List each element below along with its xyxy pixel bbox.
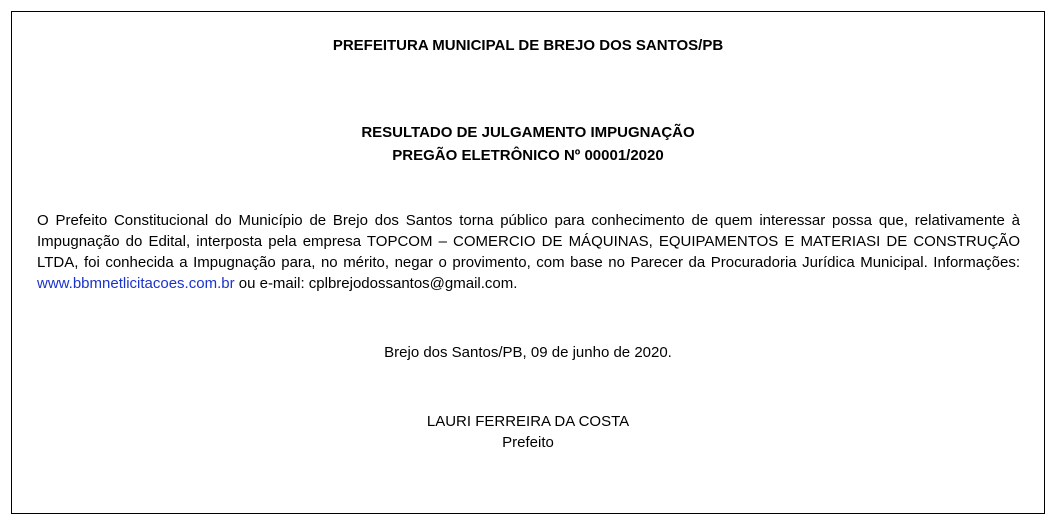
website-link[interactable]: www.bbmnetlicitacoes.com.br	[37, 275, 235, 292]
signatory-name: LAURI FERREIRA DA COSTA	[426, 413, 630, 430]
notice-body	[37, 210, 1020, 294]
notice-subtitle: PREGÃO ELETRÔNICO Nº 00001/2020	[392, 147, 664, 164]
body-text-contact: ou e-mail: cplbrejodossantos@gmail.com.	[234, 275, 518, 292]
notice-frame	[11, 11, 1045, 514]
municipality-header: PREFEITURA MUNICIPAL DE BREJO DOS SANTOS/PB	[332, 37, 724, 54]
date-line: Brejo dos Santos/PB, 09 de junho de 2020.	[384, 344, 672, 361]
signatory-role: Prefeito	[502, 434, 554, 451]
body-text-main: O Prefeito Constitucional do Município de Brejo dos Santos torna público para conhecimento de quem interessar possa que, relativamente à Impugnação do Edital, interposta pela empresa TOPCOM – COMERCIO DE MÁQUINAS, EQUIPAMENTOS E MATERIASI DE CONSTRUÇÃO LTDA, foi conhecida a Impugnação para, no mérito, negar o provimento, com base no Parecer da Procuradoria Jurídica Municipal. Informações:	[37, 212, 1020, 271]
notice-title: RESULTADO DE JULGAMENTO IMPUGNAÇÃO	[361, 124, 695, 141]
